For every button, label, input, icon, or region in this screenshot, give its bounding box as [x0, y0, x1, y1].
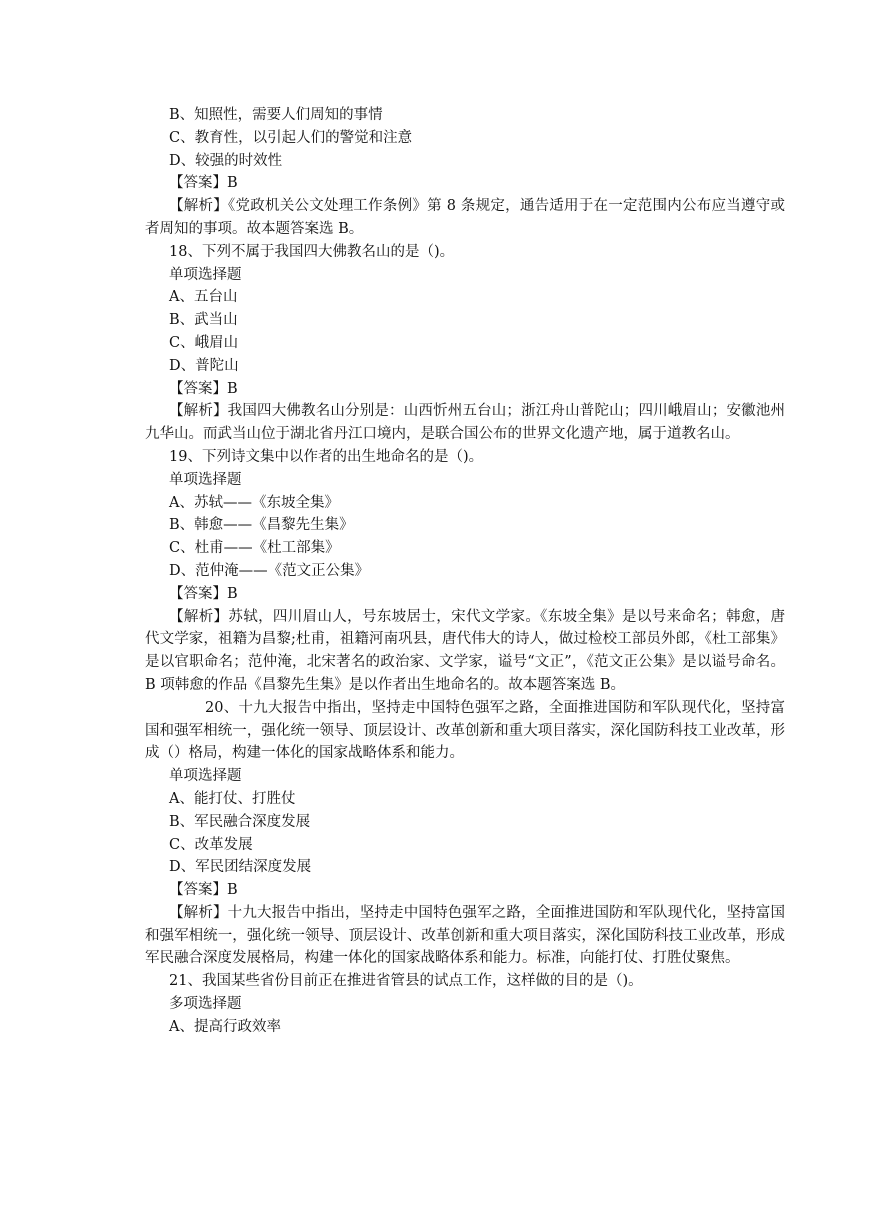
option-d: D、范仲淹——《范文正公集》: [169, 562, 370, 579]
document-body: [145, 104, 785, 1039]
answer-line: 【答案】B: [169, 882, 238, 899]
option-c: C、峨眉山: [169, 334, 239, 351]
option-d: D、普陀山: [169, 357, 239, 374]
option-c: C、教育性，以引起人们的警觉和注意: [169, 129, 413, 146]
option-b: B、韩愈——《昌黎先生集》: [169, 517, 354, 534]
question-21: 21、我国某些省份目前正在推进省管县的试点工作，这样做的目的是（)。: [169, 973, 643, 990]
explanation-paragraph: 【解析】《党政机关公文处理工作条例》第 8 条规定，通告适用于在一定范围内公布应当遵守或者周知的事项。故本题答案选 B。: [145, 198, 785, 237]
question-type: 单项选择题: [169, 266, 242, 283]
explanation-paragraph: 【解析】我国四大佛教名山分别是：山西忻州五台山；浙江舟山普陀山；四川峨眉山；安徽池州九华山。而武当山位于湖北省丹江口境内，是联合国公布的世界文化遗产地，属于道教名山。: [145, 403, 785, 443]
question-type: 多项选择题: [169, 996, 242, 1013]
option-a: A、五台山: [169, 289, 238, 306]
option-c: C、改革发展: [169, 836, 253, 853]
question-18: 18、下列不属于我国四大佛教名山的是（)。: [169, 243, 455, 260]
question-type: 单项选择题: [169, 471, 242, 488]
option-a: A、苏轼——《东坡全集》: [169, 494, 339, 511]
option-c: C、杜甫——《杜工部集》: [169, 540, 340, 557]
question-20: 20、十九大报告中指出，坚持走中国特色强军之路，全面推进国防和军队现代化，坚持富国和强军相统一，强化统一领导、顶层设计、改革创新和重大项目落实，深化国防科技工业改革，形成（）格局，构建一体化的国家战略体系和能力。: [145, 699, 785, 762]
answer-line: 【答案】B: [169, 585, 238, 602]
option-a: A、提高行政效率: [169, 1018, 281, 1035]
option-d: D、军民团结深度发展: [169, 859, 312, 876]
option-b: B、武当山: [169, 312, 238, 329]
option-a: A、能打仗、打胜仗: [169, 790, 296, 807]
question-19: 19、下列诗文集中以作者的出生地命名的是（)。: [169, 448, 484, 465]
question-type: 单项选择题: [169, 768, 242, 785]
option-d: D、较强的时效性: [169, 152, 283, 169]
option-b: B、军民融合深度发展: [169, 813, 311, 830]
explanation-paragraph: 【解析】苏轼，四川眉山人，号东坡居士，宋代文学家。《东坡全集》是以号来命名；韩愈，唐代文学家，祖籍为昌黎;杜甫，祖籍河南巩县，唐代伟大的诗人，做过检校工部员外郎，《杜工部集》是以官职命名；范仲淹，北宋著名的政治家、文学家，谥号“文正”，《范文正公集》是以谥号命名。B 项韩愈的作品《昌黎先生集》是以作者出生地命名的。故本题答案选 B。: [145, 608, 785, 693]
answer-line: 【答案】B: [169, 175, 238, 192]
answer-line: 【答案】B: [169, 380, 238, 397]
option-b: B、知照性，需要人们周知的事情: [169, 107, 383, 123]
explanation-paragraph: 【解析】十九大报告中指出，坚持走中国特色强军之路，全面推进国防和军队现代化，坚持富国和强军相统一，强化统一领导、顶层设计、改革创新和重大项目落实，深化国防科技工业改革，形成军民融合深度发展格局，构建一体化的国家战略体系和能力。标准，向能打仗、打胜仗聚焦。: [145, 904, 785, 967]
